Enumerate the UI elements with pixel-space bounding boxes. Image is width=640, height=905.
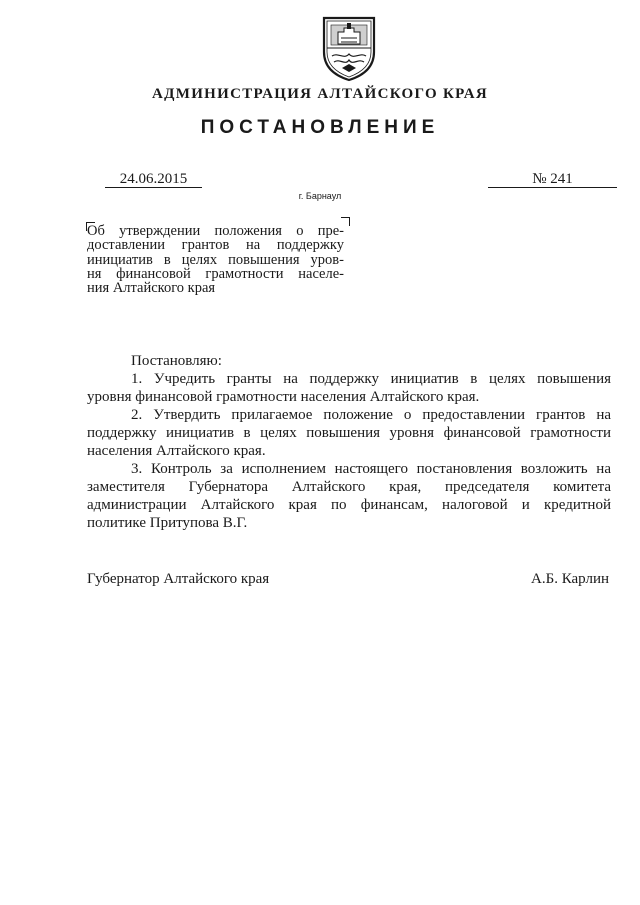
- item-3-line: заместителя Губернатора Алтайского края, председателя комитета: [87, 479, 611, 495]
- item-1-line: уровня финансовой грамотности населения Алтайского края.: [87, 389, 480, 405]
- item-3-line: администрации Алтайского края по финансам, налоговой и кредитной: [87, 497, 611, 513]
- document-city: г. Барнаул: [298, 191, 342, 201]
- body-intro: Постановляю:: [131, 353, 222, 369]
- document-body: [87, 352, 611, 532]
- subject-line: Об утверждении положения о пре-: [87, 223, 344, 239]
- item-1-line: 1. Учредить гранты на поддержку инициатив в целях повышения: [131, 371, 611, 387]
- item-2-line: поддержку инициатив в целях повышения уровня финансовой грамотности: [87, 425, 611, 441]
- document-number: № 241: [488, 171, 617, 188]
- item-3-line: 3. Контроль за исполнением настоящего постановления возложить на: [131, 461, 611, 477]
- document-type: ПОСТАНОВЛЕНИЕ: [200, 117, 440, 138]
- signature-name: А.Б. Карлин: [531, 571, 610, 587]
- document-date: 24.06.2015: [105, 171, 202, 188]
- subject-line: ния Алтайского края: [87, 280, 216, 297]
- item-2-line: населения Алтайского края.: [87, 443, 266, 459]
- subject-line: инициатив в целях повышения уров-: [87, 251, 344, 268]
- signature-title: Губернатор Алтайского края: [87, 571, 270, 587]
- item-3-line: политике Притупова В.Г.: [87, 515, 248, 531]
- organization-title: АДМИНИСТРАЦИЯ АЛТАЙСКОГО КРАЯ: [152, 86, 488, 102]
- subject-line: доставлении грантов на поддержку: [87, 237, 344, 254]
- document-subject: [87, 224, 344, 295]
- subject-line: ня финансовой грамотности населе-: [87, 265, 344, 282]
- coat-of-arms-icon: [318, 14, 380, 82]
- item-2-line: 2. Утвердить прилагаемое положение о предоставлении грантов на: [131, 407, 611, 423]
